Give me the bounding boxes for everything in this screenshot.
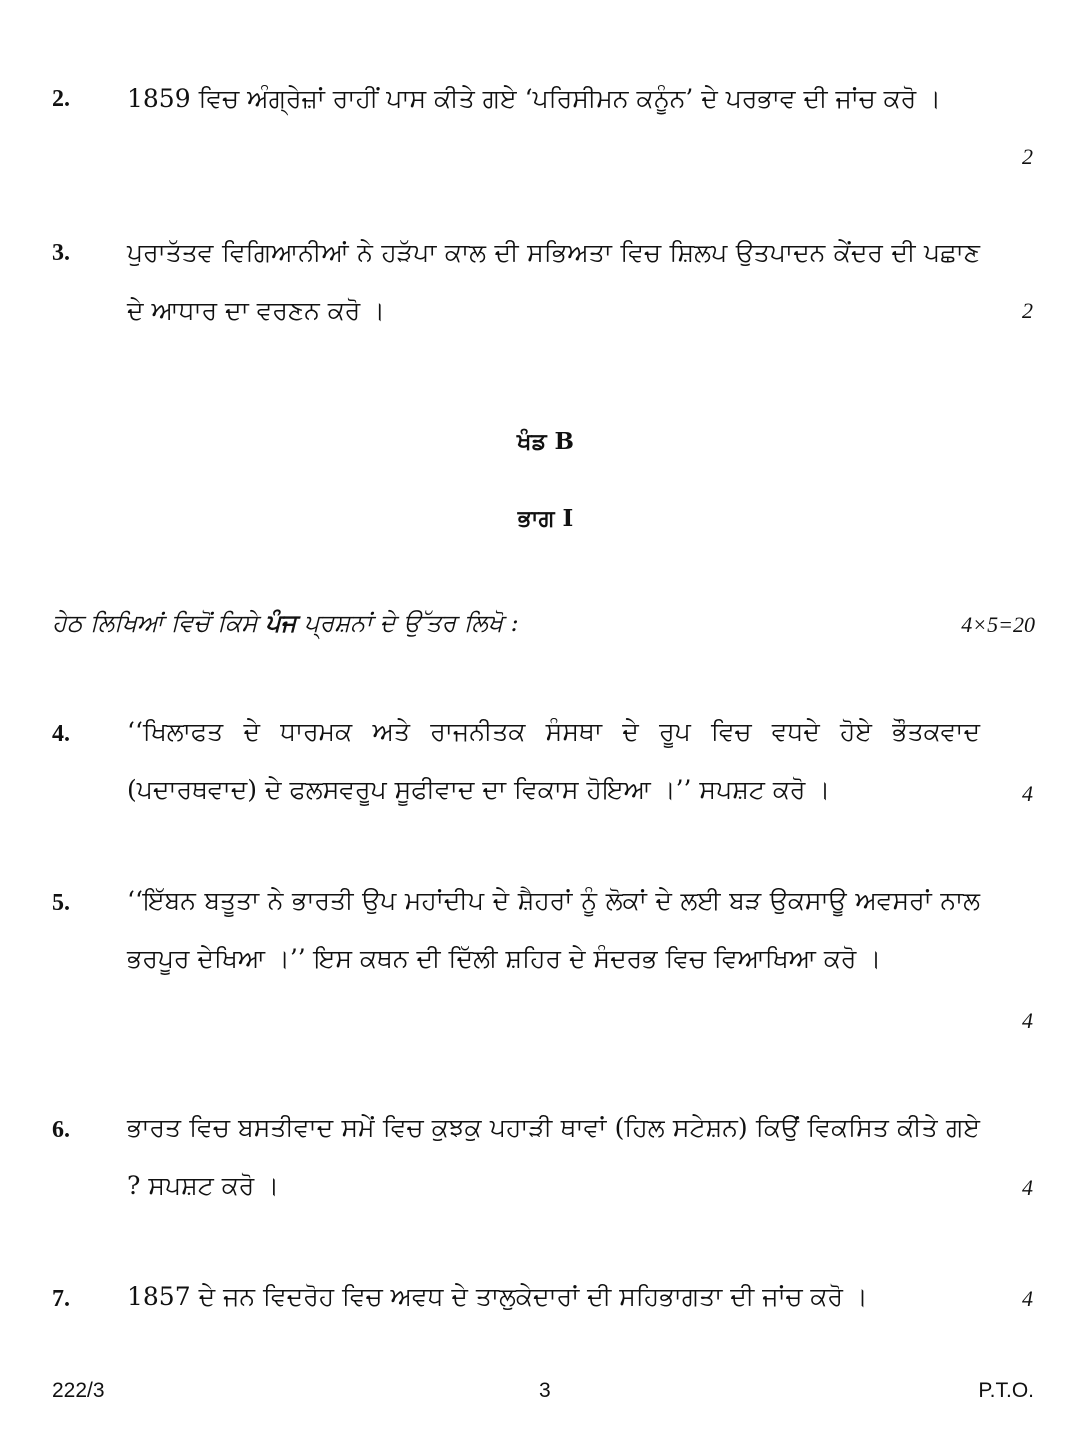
instruction-prefix: ਹੇਠ ਲਿਖਿਆਂ ਵਿਚੋਂ ਕਿਸੇ	[52, 609, 266, 637]
question-number: 7.	[52, 1286, 70, 1312]
question-number: 6.	[52, 1117, 70, 1143]
question-marks: 2	[1022, 144, 1033, 169]
question-number: 3.	[52, 240, 70, 266]
section-title: ਖੰਡ B	[517, 428, 574, 455]
question-marks: 4	[1022, 1286, 1033, 1311]
question-number: 5.	[52, 890, 70, 916]
pto-label: P.T.O.	[978, 1379, 1034, 1402]
question-text: 1857 ਦੇ ਜਨ ਵਿਦਰੋਹ ਵਿਚ ਅਵਧ ਦੇ ਤਾਲੁਕੇਦਾਰਾਂ ਦੀ ਸਹਿਭਾਗਤਾ ਦੀ ਜਾਂਚ ਕਰੋ ।	[127, 1282, 868, 1311]
question-text: ‘‘ਖਿਲਾਫਤ ਦੇ ਧਾਰਮਕ ਅਤੇ ਰਾਜਨੀਤਕ ਸੰਸਥਾ ਦੇ ਰੂਪ ਵਿਚ ਵਧਦੇ ਹੋਏ ਭੌਤਕਵਾਦ (ਪਦਾਰਥਵਾਦ) ਦੇ ਫਲਸਵਰੂਪ ਸੂਫੀਵਾਦ ਦਾ ਵਿਕਾਸ ਹੋਇਆ ।’’ ਸਪਸ਼ਟ ਕਰੋ ।	[127, 717, 980, 804]
question-marks: 4	[1022, 1175, 1033, 1200]
question-number: 4.	[52, 721, 70, 747]
question-text: ਭਾਰਤ ਵਿਚ ਬਸਤੀਵਾਦ ਸਮੇਂ ਵਿਚ ਕੁਝਕੁ ਪਹਾੜੀ ਥਾਵਾਂ (ਹਿਲ ਸਟੇਸ਼ਨ) ਕਿਉਂ ਵਿਕਸਿਤ ਕੀਤੇ ਗਏ ? ਸਪਸ਼ਟ ਕਰੋ ।	[127, 1113, 980, 1200]
instruction-bold: ਪੰਜ	[265, 608, 297, 637]
paper-code: 222/3	[52, 1379, 105, 1402]
question-text: 1859 ਵਿਚ ਅੰਗ੍ਰੇਜ਼ਾਂ ਰਾਹੀਂ ਪਾਸ ਕੀਤੇ ਗਏ ‘ਪਰਿਸੀਮਨ ਕਨੂੰਨ’ ਦੇ ਪਰਭਾਵ ਦੀ ਜਾਂਚ ਕਰੋ ।	[127, 84, 942, 113]
instruction-suffix: ਪ੍ਰਸ਼ਨਾਂ ਦੇ ਉੱਤਰ ਲਿਖੋ :	[296, 609, 519, 637]
question-marks: 4	[1022, 781, 1033, 806]
question-number: 2.	[52, 86, 70, 112]
question-text: ‘‘ਇੱਬਨ ਬਤੂਤਾ ਨੇ ਭਾਰਤੀ ਉਪ ਮਹਾਂਦੀਪ ਦੇ ਸ਼ੈਹਰਾਂ ਨੂੰ ਲੋਕਾਂ ਦੇ ਲਈ ਬੜ ਉਕਸਾਊ ਅਵਸਰਾਂ ਨਾਲ ਭਰਪੂਰ ਦੇਖਿਆ ।’’ ਇਸ ਕਥਨ ਦੀ ਦਿੱਲੀ ਸ਼ਹਿਰ ਦੇ ਸੰਦਰਭ ਵਿਚ ਵਿਆਖਿਆ ਕਰੋ ।	[127, 886, 980, 973]
question-marks: 4	[1022, 1008, 1033, 1033]
page-number: 3	[539, 1379, 551, 1402]
instruction-marks: 4×5=20	[961, 612, 1035, 637]
instruction-text	[52, 608, 519, 637]
question-marks: 2	[1022, 298, 1033, 323]
section-part: ਭਾਗ I	[517, 505, 574, 532]
question-text: ਪੁਰਾਤੱਤਵ ਵਿਗਿਆਨੀਆਂ ਨੇ ਹੜੱਪਾ ਕਾਲ ਦੀ ਸਭਿਅਤਾ ਵਿਚ ਸ਼ਿਲਪ ਉਤਪਾਦਨ ਕੇਂਦਰ ਦੀ ਪਛਾਣ ਦੇ ਆਧਾਰ ਦਾ ਵਰਣਨ ਕਰੋ ।	[127, 238, 980, 325]
